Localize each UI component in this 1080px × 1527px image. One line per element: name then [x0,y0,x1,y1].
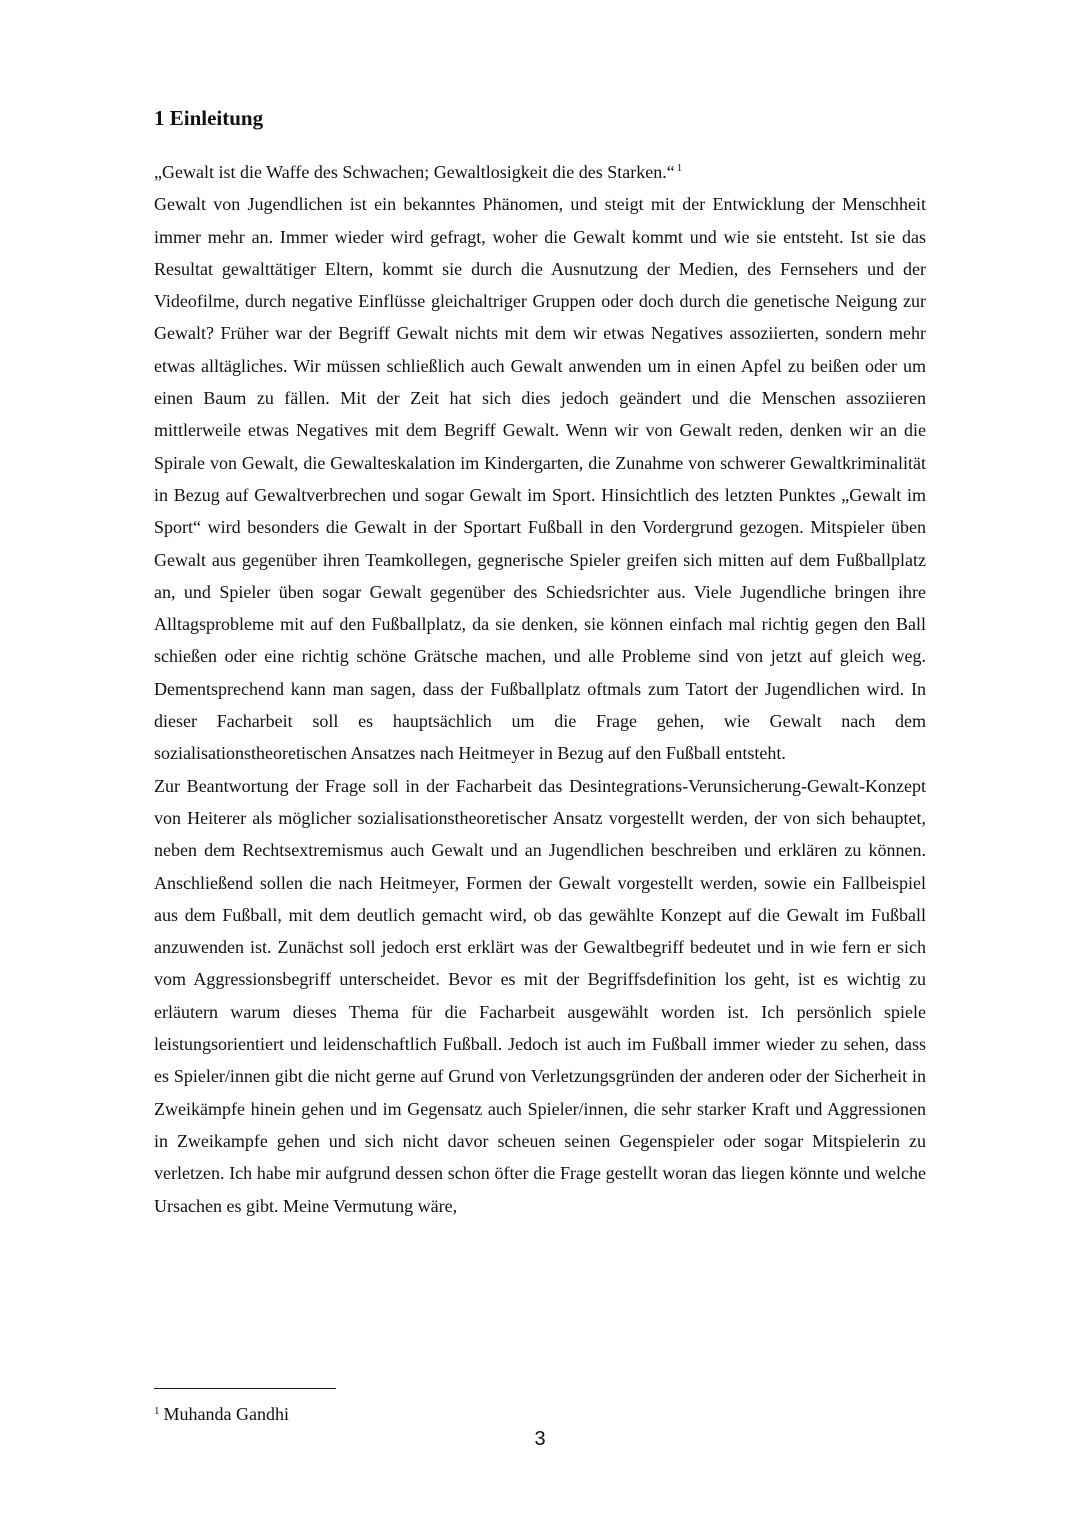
footnote-separator [154,1388,336,1389]
body-text [154,156,926,1222]
quote-text: „Gewalt ist die Waffe des Schwachen; Gewaltlosigkeit die des Starken.“ [154,162,675,182]
footnote-reference[interactable]: 1 [676,162,683,174]
footnote [154,1402,289,1426]
opening-quote [154,156,926,188]
footnote-number: 1 [154,1405,160,1417]
section-heading: 1 Einleitung [154,106,264,130]
page-number: 3 [534,1428,546,1450]
paragraph-1: Gewalt von Jugendlichen ist ein bekanntes Phänomen, und steigt mit der Entwicklung der Menschheit immer mehr an. Immer wieder wird gefragt, woher die Gewalt kommt und wie sie entsteht. Ist sie das Resultat gewalttätiger Eltern, kommt sie durch die Ausnutzung der Medien, des Fernsehers und der Videofilme, durch negative Einflüsse gleichaltriger Gruppen oder doch durch die genetische Neigung zur Gewalt? Früher war der Begriff Gewalt nichts mit dem wir etwas Negatives assoziierten, sondern mehr etwas alltägliches. Wir müssen schließlich auch Gewalt anwenden um in einen Apfel zu beißen oder um einen Baum zu fällen. Mit der Zeit hat sich dies jedoch geändert und die Menschen assoziieren mittlerweile etwas Negatives mit dem Begriff Gewalt. Wenn wir von Gewalt reden, denken wir an die Spirale von Gewalt, die Gewalteskalation im Kindergarten, die Zunahme von schwerer Gewaltkriminalität in Bezug auf Gewaltverbrechen und sogar Gewalt im Sport. Hinsichtlich des letzten Punktes „Gewalt im Sport“ wird besonders die Gewalt in der Sportart Fußball in den Vordergrund gezogen. Mitspieler üben Gewalt aus gegenüber ihren Teamkollegen, gegnerische Spieler greifen sich mitten auf dem Fußballplatz an, und Spieler üben sogar Gewalt gegenüber des Schiedsrichter aus. Viele Jugendliche bringen ihre Alltagsprobleme mit auf den Fußballplatz, da sie denken, sie können einfach mal richtig gegen den Ball schießen oder eine richtig schöne Grätsche machen, und alle Probleme sind von jetzt auf gleich weg. Dementsprechend kann man sagen, dass der Fußballplatz oftmals zum Tatort der Jugendlichen wird. In dieser Facharbeit soll es hauptsächlich um die Frage gehen, wie Gewalt nach dem sozialisationstheoretischen Ansatzes nach Heitmeyer in Bezug auf den Fußball entsteht. [154,194,926,764]
paragraph-2: Zur Beantwortung der Frage soll in der Facharbeit das Desintegrations-Verunsicherung-Gewalt-Konzept von Heiterer als möglicher sozialisationstheoretischer Ansatz vorgestellt werden, der von sich behauptet, neben dem Rechtsextremismus auch Gewalt und an Jugendlichen beschreiben und erklären zu können. Anschließend sollen die nach Heitmeyer, Formen der Gewalt vorgestellt werden, sowie ein Fallbeispiel aus dem Fußball, mit dem deutlich gemacht wird, ob das gewählte Konzept auf die Gewalt im Fußball anzuwenden ist. Zunächst soll jedoch erst erklärt was der Gewaltbegriff bedeutet und in wie fern er sich vom Aggressionsbegriff unterscheidet. Bevor es mit der Begriffsdefinition los geht, ist es wichtig zu erläutern warum dieses Thema für die Facharbeit ausgewählt worden ist. Ich persönlich spiele leistungsorientiert und leidenschaftlich Fußball. Jedoch ist auch im Fußball immer wieder zu sehen, dass es Spieler/innen gibt die nicht gerne auf Grund von Verletzungsgründen der anderen oder der Sicherheit in Zweikämpfe hinein gehen und im Gegensatz auch Spieler/innen, die sehr starker Kraft und Aggressionen in Zweikampfe gehen und sich nicht davor scheuen seinen Gegenspieler oder sogar Mitspielerin zu verletzen. Ich habe mir aufgrund dessen schon öfter die Frage gestellt woran das liegen könnte und welche Ursachen es gibt. Meine Vermutung wäre, [154,775,926,1216]
footnote-text: Muhanda Gandhi [163,1404,289,1424]
